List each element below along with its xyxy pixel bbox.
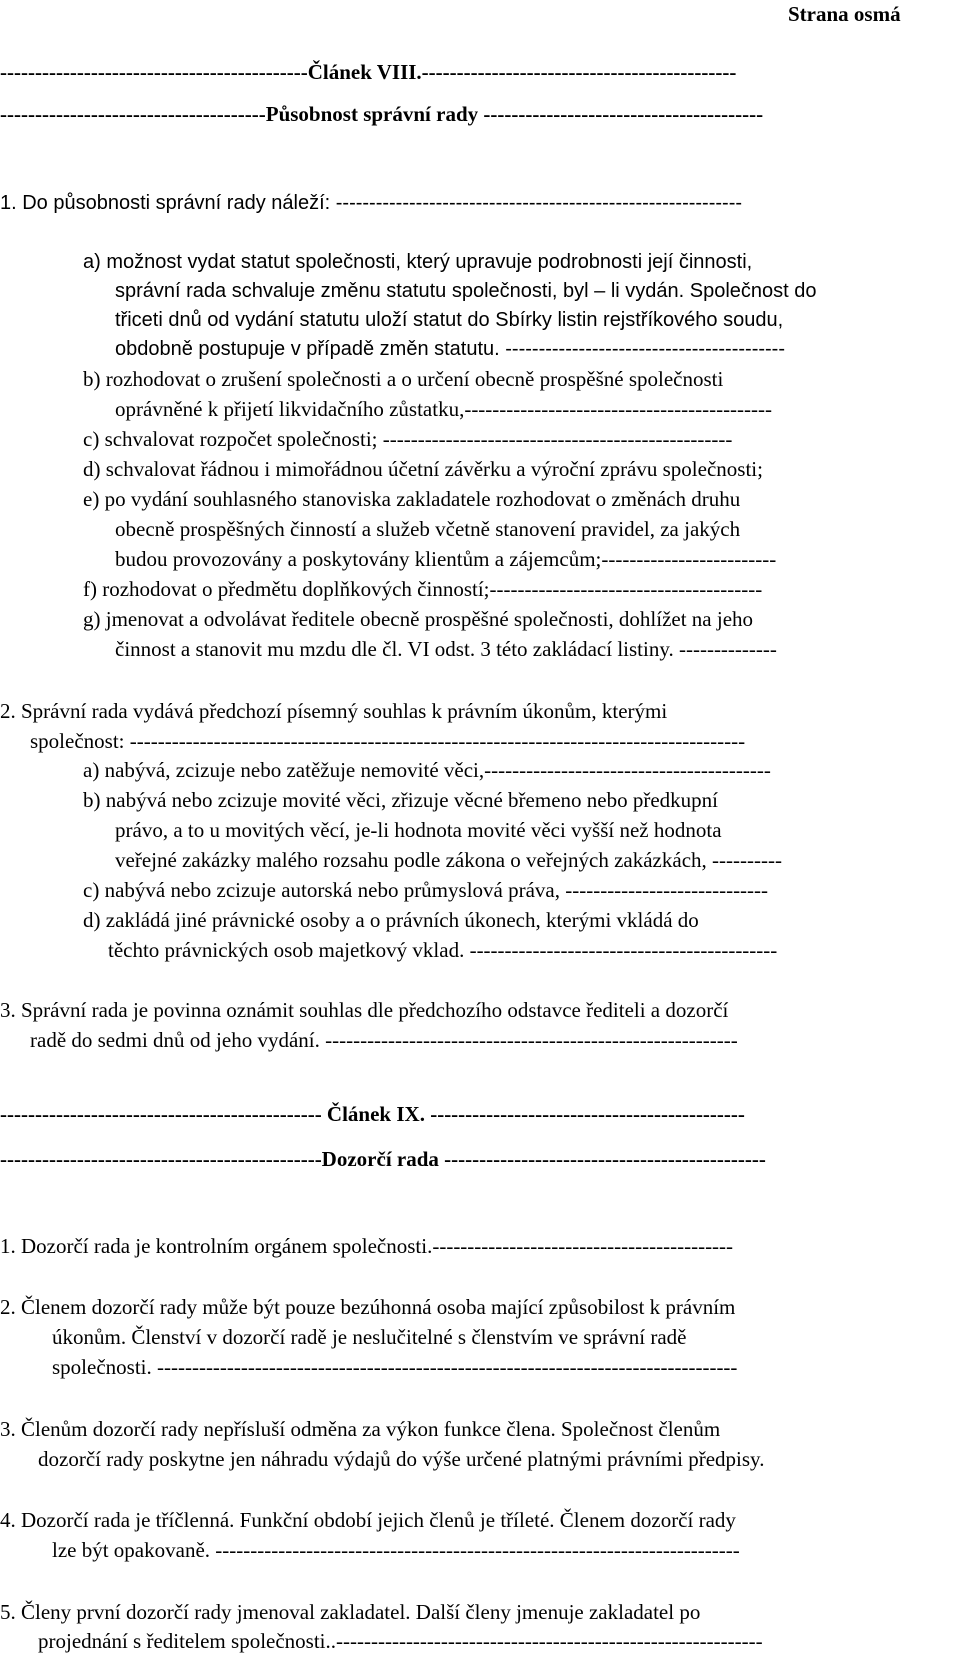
item-f-line-1: f) rozhodovat o předmětu doplňkových činností;---------------------------------------	[83, 577, 763, 601]
article-9-subheading: ----------------------------------------------Dozorčí rada ----------------------------------------------	[0, 1147, 766, 1171]
article-8-paragraph-2-line-2: společnost: ----------------------------------------------------------------------------------------	[30, 729, 746, 753]
article-8-paragraph-2-line-1: 2. Správní rada vydává předchozí písemný souhlas k právním úkonům, kterými	[0, 699, 668, 723]
item-a-line-4: obdobně postupuje v případě změn statutu. ------------------------------------------	[115, 338, 785, 360]
article-9-heading: ---------------------------------------------- Článek IX. ---------------------------------------------	[0, 1102, 745, 1126]
item-b-line-2: oprávněné k přijetí likvidačního zůstatku,--------------------------------------------	[115, 397, 773, 421]
article-9-paragraph-2-line-3: společnosti. -----------------------------------------------------------------------------------	[52, 1355, 738, 1379]
article-8-paragraph-3-line-2: radě do sedmi dnů od jeho vydání. -----------------------------------------------------------	[30, 1028, 738, 1052]
article-8-subheading: --------------------------------------Působnost správní rady ----------------------------------------	[0, 102, 764, 126]
article-9-paragraph-2-line-2: úkonům. Členství v dozorčí radě je neslučitelné s členstvím ve správní radě	[52, 1325, 687, 1349]
item-g-line-1: g) jmenovat a odvolávat ředitele obecně prospěšné společnosti, dohlížet na jeho	[83, 607, 754, 631]
page-label: Strana osmá	[788, 2, 901, 26]
article-9-paragraph-5-line-1: 5. Členy první dozorčí rady jmenoval zakladatel. Další členy jmenuje zakladatel po	[0, 1600, 701, 1624]
item-e-line-2: obecně prospěšných činností a služeb včetně stanovení pravidel, za jakých	[115, 517, 741, 541]
para2-item-b-line-1: b) nabývá nebo zcizuje movité věci, zřizuje věcné břemeno nebo předkupní	[83, 788, 718, 812]
item-a-line-3: třiceti dnů od vydání statutu uloží statut do Sbírky listin rejstříkového soudu,	[115, 309, 784, 331]
article-8-heading: --------------------------------------------Článek VIII.---------------------------------------------	[0, 60, 737, 84]
article-9-paragraph-3-line-1: 3. Členům dozorčí rady nepřísluší odměna za výkon funkce člena. Společnost členům	[0, 1417, 721, 1441]
article-9-paragraph-2-line-1: 2. Členem dozorčí rady může být pouze bezúhonná osoba mající způsobilost k právním	[0, 1295, 736, 1319]
item-g-line-2: činnost a stanovit mu mzdu dle čl. VI odst. 3 této zakládací listiny. --------------	[115, 637, 777, 661]
item-a-line-2: správní rada schvaluje změnu statutu společnosti, byl – li vydán. Společnost do	[115, 280, 817, 302]
article-9-paragraph-3-line-2: dozorčí rady poskytne jen náhradu výdajů do výše určené platnými právními předpisy.	[38, 1447, 765, 1471]
para2-item-b-line-2: právo, a to u movitých věcí, je-li hodnota movité věci vyšší než hodnota	[115, 818, 722, 842]
item-e-line-1: e) po vydání souhlasného stanoviska zakladatele rozhodovat o změnách druhu	[83, 487, 741, 511]
item-c-line-1: c) schvalovat rozpočet společnosti; --------------------------------------------------	[83, 427, 733, 451]
article-8-paragraph-1-intro: 1. Do působnosti správní rady náleží: -------------------------------------------------------------	[0, 192, 743, 214]
item-a-line-1: a) možnost vydat statut společnosti, který upravuje podrobnosti její činnosti,	[83, 251, 753, 273]
para2-item-a: a) nabývá, zcizuje nebo zatěžuje nemovité věci,-----------------------------------------	[83, 758, 771, 782]
item-b-line-1: b) rozhodovat o zrušení společnosti a o určení obecně prospěšné společnosti	[83, 367, 724, 391]
article-9-paragraph-5-line-2: projednání s ředitelem společnosti..-------------------------------------------------------------	[38, 1629, 763, 1653]
item-e-line-3: budou provozovány a poskytovány klientům a zájemcům;-------------------------	[115, 547, 777, 571]
article-9-paragraph-4-line-1: 4. Dozorčí rada je tříčlenná. Funkční období jejich členů je tříleté. Členem dozorčí rady	[0, 1508, 736, 1532]
para2-item-d-line-2: těchto právnických osob majetkový vklad. --------------------------------------------	[108, 938, 778, 962]
article-9-paragraph-4-line-2: lze být opakovaně. ---------------------------------------------------------------------------	[52, 1538, 740, 1562]
item-d-line-1: d) schvalovat řádnou i mimořádnou účetní závěrku a výroční zprávu společnosti;	[83, 457, 763, 481]
article-9-paragraph-1: 1. Dozorčí rada je kontrolním orgánem společnosti.-------------------------------------------	[0, 1234, 734, 1258]
article-8-paragraph-3-line-1: 3. Správní rada je povinna oznámit souhlas dle předchozího odstavce řediteli a dozorčí	[0, 998, 729, 1022]
para2-item-c: c) nabývá nebo zcizuje autorská nebo průmyslová práva, -----------------------------	[83, 878, 769, 902]
para2-item-d-line-1: d) zakládá jiné právnické osoby a o právních úkonech, kterými vkládá do	[83, 908, 699, 932]
para2-item-b-line-3: veřejné zakázky malého rozsahu podle zákona o veřejných zakázkách, ----------	[115, 848, 782, 872]
